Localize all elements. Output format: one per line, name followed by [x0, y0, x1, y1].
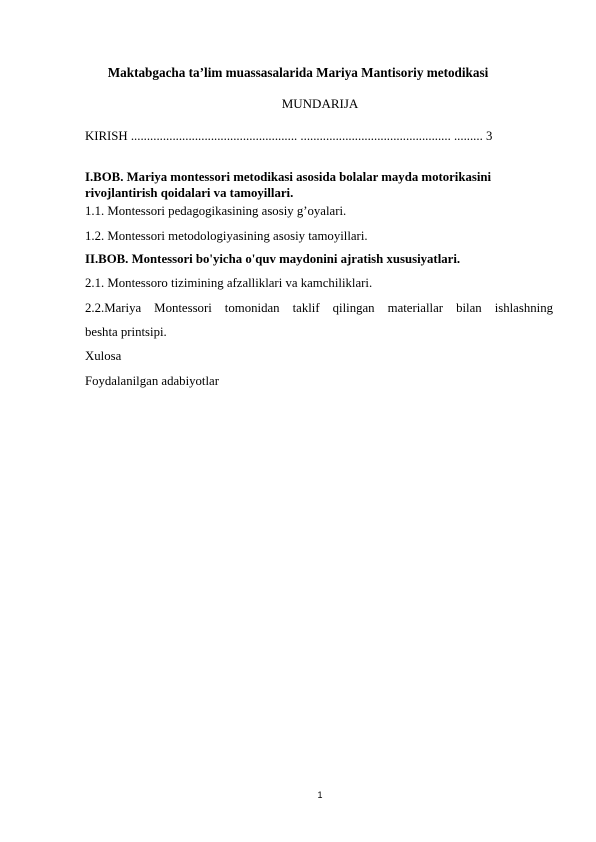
toc-item-2-2-line-1: 2.2.Mariya Montessori tomonidan taklif qilingan materiallar bilan ishlashning — [85, 301, 553, 315]
toc-conclusion: Xulosa — [85, 349, 122, 363]
toc-heading: MUNDARIJA — [281, 96, 359, 111]
toc-entry-kirish: KIRISH .................................................... ............................................... ......... 3 — [85, 129, 493, 143]
document-title: Maktabgacha ta’lim muassasalarida Mariya Mantisoriy metodikasi — [107, 65, 489, 80]
toc-item-2-1: 2.1. Montessoro tizimining afzalliklari va kamchiliklari. — [85, 276, 373, 290]
toc-chapter-2: II.BOB. Montessori bo'yicha o'quv maydonini ajratish xususiyatlari. — [85, 252, 461, 266]
page-number: 1 — [317, 790, 323, 800]
toc-item-1-2: 1.2. Montessori metodologiyasining asosiy tamoyillari. — [85, 229, 368, 243]
toc-references: Foydalanilgan adabiyotlar — [85, 374, 219, 388]
toc-item-2-2-line-2: beshta printsipi. — [85, 325, 167, 339]
toc-item-1-1: 1.1. Montessori pedagogikasining asosiy g’oyalari. — [85, 204, 347, 218]
toc-chapter-1-line-1: I.BOB. Mariya montessori metodikasi asosida bolalar mayda motorikasini — [85, 170, 492, 184]
toc-chapter-1-line-2: rivojlantirish qoidalari va tamoyillari. — [85, 186, 294, 200]
